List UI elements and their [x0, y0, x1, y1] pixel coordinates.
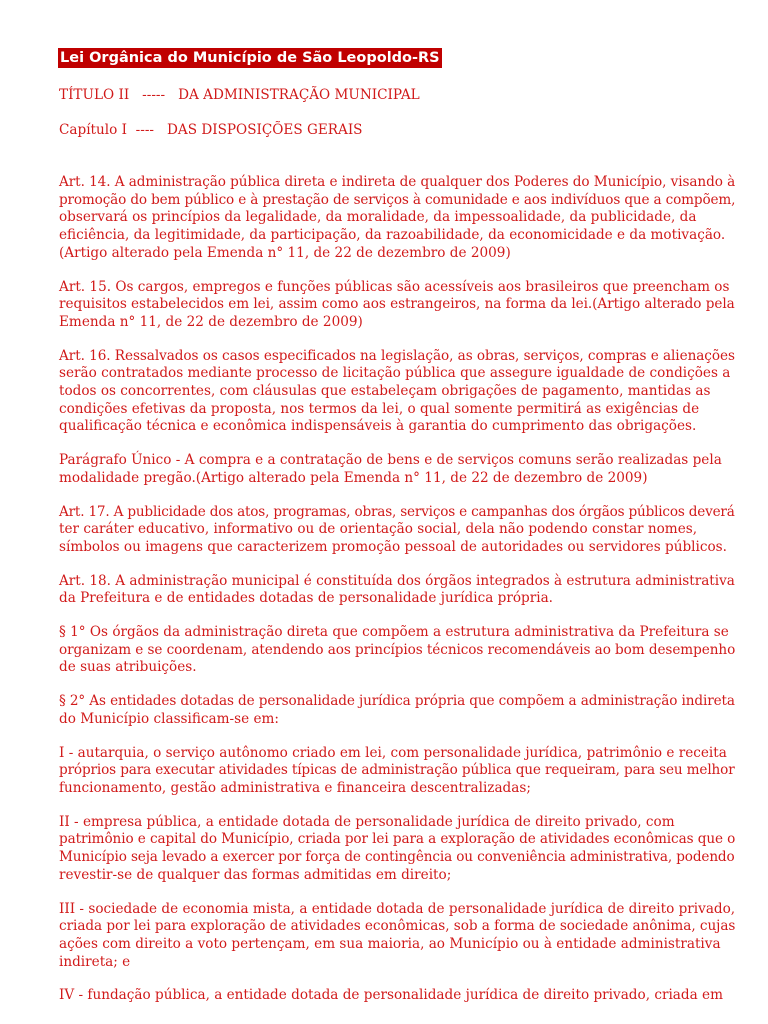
paragraph-line: funcionamento, gestão administrativa e financeira descentralizadas;: [59, 779, 531, 796]
paragraph-line: Art. 17. A publicidade dos atos, programas, obras, serviços e campanhas dos órgãos públicos deverá: [59, 503, 735, 520]
paragraph: [59, 744, 735, 798]
paragraph: [59, 503, 735, 557]
paragraph-line: ações com direito a voto pertençam, em sua maioria, ao Município ou à entidade administrativa: [59, 935, 721, 952]
paragraph-line: símbolos ou imagens que caracterizem promoção pessoal de autoridades ou servidores públicos.: [59, 538, 727, 555]
paragraph-line: Art. 16. Ressalvados os casos especificados na legislação, as obras, serviços, compras e alienações: [59, 347, 735, 364]
paragraph-line: indireta; e: [59, 953, 131, 970]
paragraph-line: (Artigo alterado pela Emenda n° 11, de 22 de dezembro de 2009): [59, 244, 511, 261]
paragraph: [59, 278, 735, 332]
paragraph-line: Art. 14. A administração pública direta e indireta de qualquer dos Poderes do Município, visando à: [59, 174, 736, 190]
paragraph: [59, 813, 736, 885]
paragraph-line: revestir-se de qualquer das formas admitidas em direito;: [59, 866, 452, 883]
paragraph-line: Parágrafo Único - A compra e a contratação de bens e de serviços comuns serão realizadas pela: [59, 452, 722, 469]
paragraph-line: da Prefeitura e de entidades dotadas de personalidade jurídica própria.: [59, 590, 553, 607]
paragraph-line: promoção do bem público e à prestação de serviços à comunidade e aos indivíduos que a compõem,: [59, 191, 736, 208]
paragraph-line: I - autarquia, o serviço autônomo criado em lei, com personalidade jurídica, patrimônio e receita: [59, 744, 727, 761]
paragraph-line: IV - fundação pública, a entidade dotada de personalidade jurídica de direito privado, criada em: [59, 987, 723, 1004]
paragraph: [59, 624, 736, 677]
paragraph-line: todos os concorrentes, com cláusulas que estabeleçam obrigações de pagamento, mantidas as: [59, 383, 711, 400]
paragraph-line: qualificação técnica e econômica indispensáveis à garantia do cumprimento das obrigações.: [59, 418, 697, 435]
paragraph: [59, 452, 727, 487]
capitulo-heading: Capítulo I ---- DAS DISPOSIÇÕES GERAIS: [59, 122, 363, 138]
paragraph: [59, 174, 736, 263]
paragraph-line: Município seja levado a exercer por força de contingência ou conveniência administrativa, podendo: [59, 849, 735, 866]
paragraph-line: II - empresa pública, a entidade dotada de personalidade jurídica de direito privado, com: [59, 813, 675, 830]
paragraph-line: patrimônio e capital do Município, criada por lei para a exploração de atividades econômicas que o: [59, 831, 736, 848]
paragraph-line: Emenda n° 11, de 22 de dezembro de 2009): [59, 313, 363, 330]
document-title: Lei Orgânica do Município de São Leopoldo-RS: [60, 50, 440, 66]
paragraph-line: próprios para executar atividades típicas de administração pública que requeiram, para seu melhor: [59, 762, 735, 779]
paragraph: [59, 900, 736, 972]
paragraph-line: criada por lei para exploração de atividades econômicas, sob a forma de sociedade anônima, cujas: [59, 918, 736, 935]
paragraph-line: serão contratados mediante processo de licitação pública que assegure igualdade de condições a: [59, 365, 731, 382]
paragraph-line: III - sociedade de economia mista, a entidade dotada de personalidade jurídica de direito privado,: [59, 900, 736, 917]
paragraph-line: requisitos estabelecidos em lei, assim como aos estrangeiros, na forma da lei.(Artigo alterado pela: [59, 296, 735, 313]
paragraph-line: observará os princípios da legalidade, da moralidade, da impessoalidade, da publicidade, da: [59, 209, 697, 226]
paragraph-line: modalidade pregão.(Artigo alterado pela Emenda n° 11, de 22 de dezembro de 2009): [59, 469, 648, 486]
paragraph-line: § 2° As entidades dotadas de personalidade jurídica própria que compõem a administração indireta: [59, 693, 735, 710]
paragraph: [59, 987, 727, 1005]
paragraph-line: condições efetivas da proposta, nos termos da lei, o qual somente permitirá as exigências de: [59, 400, 700, 417]
paragraph: [59, 572, 735, 608]
document-page: [57, 0, 737, 1024]
document-body: [59, 174, 736, 1021]
paragraph: [59, 347, 735, 437]
paragraph-line: Art. 15. Os cargos, empregos e funções públicas são acessíveis aos brasileiros que preencham os: [59, 278, 730, 295]
paragraph: [59, 693, 735, 728]
paragraph-line: § 1° Os órgãos da administração direta que compõem a estrutura administrativa da Prefeitura se: [59, 624, 729, 641]
paragraph-line: de suas atribuições.: [59, 659, 197, 676]
paragraph-line: ter caráter educativo, informativo ou de orientação social, dela não podendo constar nomes,: [59, 521, 698, 538]
paragraph-line: eficiência, da legitimidade, da participação, da razoabilidade, da economicidade e da motivação.: [59, 227, 726, 244]
paragraph-line: do Município classificam-se em:: [59, 710, 279, 727]
titulo-heading: TÍTULO II ----- DA ADMINISTRAÇÃO MUNICIPAL: [59, 87, 420, 103]
paragraph-line: Art. 18. A administração municipal é constituída dos órgãos integrados à estrutura administrativa: [59, 572, 735, 589]
paragraph-line: organizam e se coordenam, atendendo aos princípios técnicos recomendáveis ao bom desempenho: [59, 641, 736, 658]
